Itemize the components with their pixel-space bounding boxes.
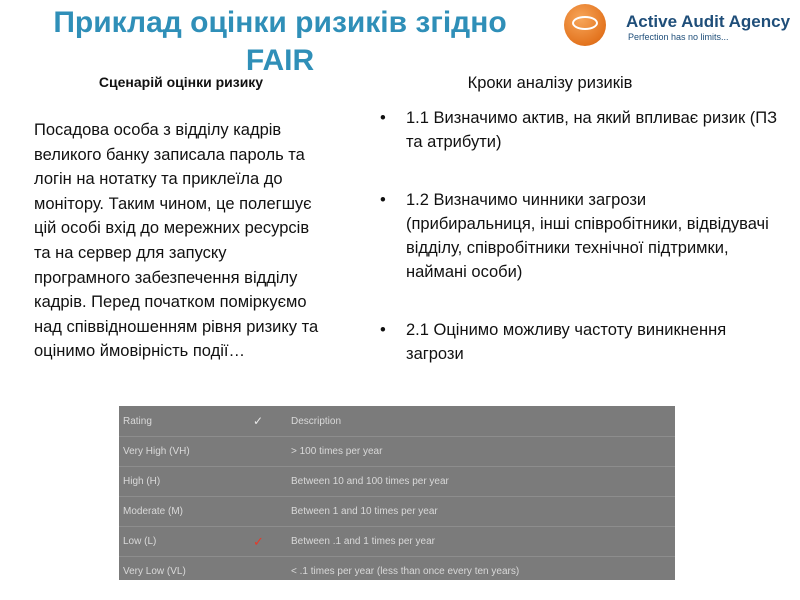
row-rating: High (H) [119,467,249,497]
frequency-table [119,406,675,586]
logo-emblem-icon [564,4,606,46]
logo-tagline: Perfection has no limits... [628,32,729,42]
row-description: Between 1 and 10 times per year [287,497,675,527]
row-check-icon: ✓ [249,527,287,557]
row-rating: Low (L) [119,527,249,557]
row-check-icon [249,467,287,497]
scenario-heading: Сценарій оцінки ризику [98,74,264,90]
table-row [119,497,675,527]
row-check-icon [249,437,287,467]
analysis-step [380,106,780,154]
analysis-step [380,318,780,366]
header-check-icon: ✓ [253,414,264,428]
analysis-heading: Кроки аналізу ризиків [467,74,633,92]
table-row [119,467,675,497]
bullet-icon: • [380,321,386,339]
analysis-step-text: 1.2 Визначимо чинники загрози (прибиральниця, інші співробітники, відвідувачі відділу, співробітники технічної підтримки, наймані особи) [406,191,769,281]
analysis-steps-list [380,106,780,400]
table-row-selected [119,527,675,557]
frequency-table-image [119,406,675,580]
table-row [119,557,675,587]
header-description: Description [291,415,342,427]
analysis-step-text: 1.1 Визначимо актив, на який впливає ризик (ПЗ та атрибути) [406,109,778,151]
row-rating: Very High (VH) [119,437,249,467]
bullet-icon: • [380,191,386,209]
row-rating: Very Low (VL) [119,557,249,587]
row-description: Between 10 and 100 times per year [287,467,675,497]
table-header-row [119,406,675,437]
row-check-icon [249,497,287,527]
bullet-icon: • [380,109,386,127]
table-row [119,437,675,467]
analysis-step [380,188,780,284]
row-description: > 100 times per year [287,437,675,467]
scenario-text: Посадова особа з відділу кадрів великого банку записала пароль та логін на нотатку та приклеїла до монітору. Таким чином, це полегшує цій особі вхід до мережних ресурсів та на сервер для запуску програмного забезпечення відділу кадрів. Перед початком поміркуємо над співвідношенням рівня ризику та оцінимо ймовірність події… [34,121,319,361]
row-rating: Moderate (M) [119,497,249,527]
analysis-step-text: 2.1 Оцінимо можливу частоту виникнення загрози [406,321,727,363]
row-description: Between .1 and 1 times per year [287,527,675,557]
header-rating: Rating [123,415,152,427]
company-logo [564,4,796,48]
row-description: < .1 times per year (less than once every ten years) [287,557,675,587]
slide-title: Приклад оцінки ризиків згідно FAIR [53,6,507,77]
row-check-icon [249,557,287,587]
logo-company-name: Active Audit Agency [626,12,791,31]
